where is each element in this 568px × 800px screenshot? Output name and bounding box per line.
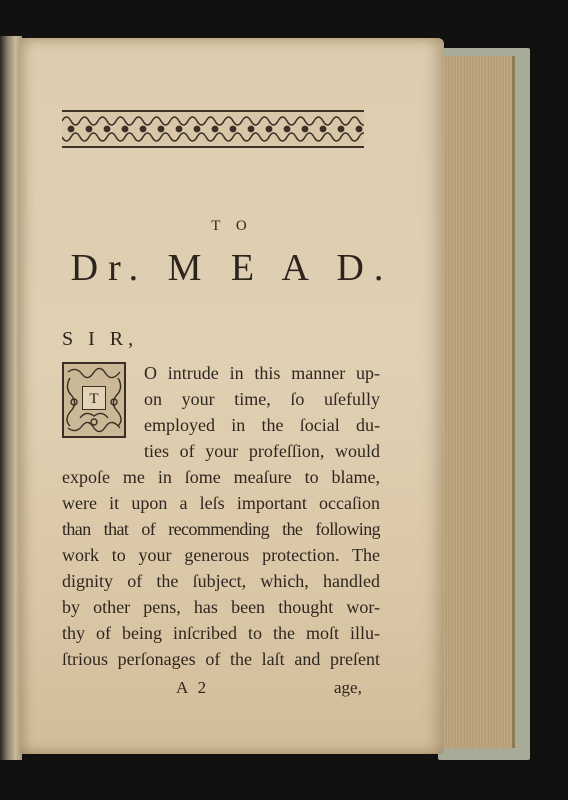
text-line: by other pens, has been thought wor- [62,597,380,617]
salutation: S I R, [62,328,139,350]
text-line: dignity of the ſubject, which, handled [62,571,380,591]
text-line: than that of recommending the following [62,519,380,539]
catchword: age, [334,678,362,697]
page-content [20,38,444,754]
signature-mark: A 2 [176,678,210,697]
text-line: ties of your profeſſion, would [144,441,380,461]
text-line: work to your generous protection. The [62,545,380,565]
text-line: ſtrious perſonages of the laſt and preſent [62,649,380,669]
text-line: expoſe me in ſome meaſure to blame, [62,467,380,487]
heading-to: T O [211,218,253,234]
left-page-edge [0,36,22,760]
text-line: employed in the ſocial du- [144,415,380,435]
text-line: O intrude in this manner up- [144,363,380,383]
book-page [20,38,444,754]
text-line: were it upon a leſs important occaſion [62,493,380,513]
text-line: thy of being inſcribed to the moſt illu- [62,623,380,643]
dropcap-letter: T [82,386,106,410]
page-block-edges [444,56,515,748]
dedicatee-title: Dr. M E A D. [70,247,394,289]
text-line: on your time, ſo uſefully [144,389,380,409]
fleuron-band-ornament-icon [62,110,364,148]
decorated-initial-frame-icon [62,362,126,438]
